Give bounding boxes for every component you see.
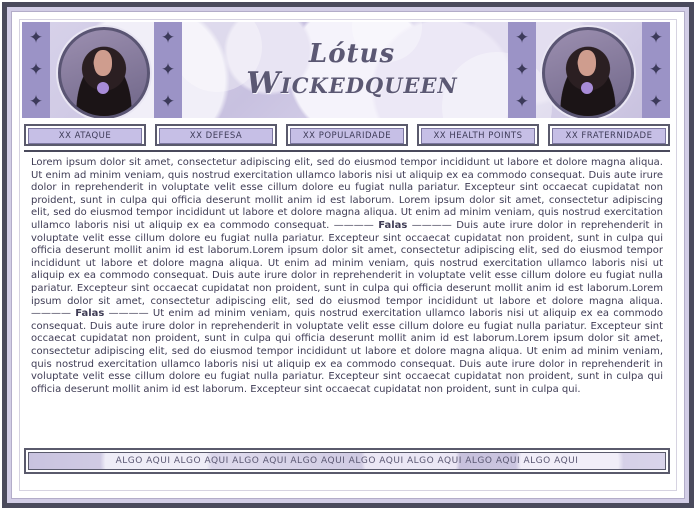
star-icon: ✦	[514, 59, 530, 80]
stat-label: XX HEALTH POINTS	[421, 128, 535, 144]
star-icon: ✦	[648, 91, 664, 112]
falas-label: Falas	[75, 308, 105, 320]
star-icon: ✦	[160, 27, 176, 48]
character-name-title	[242, 40, 462, 100]
star-icon: ✦	[28, 59, 44, 80]
right-star-strip	[642, 22, 670, 118]
left-inner-star-strip	[154, 22, 182, 118]
avatar-left	[58, 27, 150, 118]
footer-text: ALGO AQUI ALGO AQUI ALGO AQUI ALGO AQUI ALGO AQUI ALGO AQUI ALGO AQUI ALGO AQUI	[28, 452, 666, 470]
star-icon: ✦	[28, 27, 44, 48]
star-icon: ✦	[648, 27, 664, 48]
stat-label: XX ATAQUE	[28, 128, 142, 144]
stat-defesa	[155, 124, 277, 146]
paragraph-3: ———— Ut enim ad minim veniam, quis nostrud exercitation ullamco laboris nisi ut aliquip ex ea commodo consequat. Duis aute irure dolor in reprehenderit in voluptate velit esse cillum dolore eu fugiat nulla pariatur. Excepteur sint occaecat cupidatat non proident, sunt in culpa qui officia deserunt mollit anim id est laborum.Lorem ipsum dolor sit amet, consectetur adipiscing elit, sed do eiusmod tempor incididunt ut labore et dolore magna aliqua. Ut enim ad minim veniam, quis nostrud exercitation ullamco laboris nisi ut aliquip ex ea commodo consequat. Duis aute irure dolor in reprehenderit in voluptate velit esse cillum dolore eu fugiat nulla pariatur. Excepteur sint occaecat cupidatat non proident, sunt in culpa qui officia deserunt mollit anim id est laborum. Excepteur sint occaecat cupidatat non proident, sunt in culpa qui.	[31, 308, 663, 395]
stat-fraternidade	[548, 124, 670, 146]
left-star-strip	[22, 22, 50, 118]
stat-label: XX DEFESA	[159, 128, 273, 144]
outer-frame	[2, 2, 694, 508]
stats-bar	[24, 124, 670, 148]
stat-popularidade	[286, 124, 408, 146]
star-icon: ✦	[160, 59, 176, 80]
star-icon: ✦	[514, 91, 530, 112]
frame-border	[7, 7, 689, 503]
post-body	[31, 157, 663, 433]
stat-ataque	[24, 124, 146, 146]
star-icon: ✦	[648, 59, 664, 80]
stat-label: XX FRATERNIDADE	[552, 128, 666, 144]
header-banner	[22, 22, 670, 118]
star-icon: ✦	[514, 27, 530, 48]
title-line-2: Wickedqueen	[246, 66, 458, 101]
stat-label: XX POPULARIDADE	[290, 128, 404, 144]
title-line-1: Lótus	[308, 39, 396, 69]
stat-health-points	[417, 124, 539, 146]
avatar-right	[542, 27, 634, 118]
falas-label: Falas	[378, 219, 408, 231]
star-icon: ✦	[160, 91, 176, 112]
profile-card	[19, 19, 677, 491]
paragraph-2: ———— Duis aute irure dolor in reprehenderit in voluptate velit esse cillum dolore eu fugiat nulla pariatur. Excepteur sint occaecat cupidatat non proident, sunt in culpa qui officia deserunt mollit anim id est laborum.Lorem ipsum dolor sit amet, consectetur adipiscing elit, sed do eiusmod tempor incididunt ut labore et dolore magna aliqua. Ut enim ad minim veniam, quis nostrud exercitation ullamco laboris nisi ut aliquip ex ea commodo consequat. Duis aute irure dolor in reprehenderit in voluptate velit esse cillum dolore eu fugiat nulla pariatur. Excepteur sint occaecat cupidatat non proident, sunt in culpa qui officia deserunt mollit anim id est laborum.Lorem ipsum dolor sit amet, consectetur adipiscing elit, sed do eiusmod tempor incididunt ut labore et dolore magna aliqua. ————	[31, 219, 663, 320]
star-icon: ✦	[28, 91, 44, 112]
inner-frame	[11, 11, 685, 499]
right-inner-star-strip	[508, 22, 536, 118]
paragraph-1: Lorem ipsum dolor sit amet, consectetur adipiscing elit, sed do eiusmod tempor incididunt ut labore et dolore magna aliqua. Ut enim ad minim veniam, quis nostrud exercitation ullamco laboris nisi ut aliquip ex ea commodo consequat. Duis aute irure dolor in reprehenderit in voluptate velit esse cillum dolore eu fugiat nulla pariatur. Excepteur sint occaecat cupidatat non proident, sunt in culpa qui officia deserunt mollit anim id est laborum. Lorem ipsum dolor sit amet, consectetur adipiscing elit, sed do eiusmod tempor incididunt ut labore et dolore magna aliqua. Ut enim ad minim veniam, quis nostrud exercitation ullamco laboris nisi ut aliquip ex ea commodo consequat. ————	[31, 157, 663, 231]
divider	[24, 150, 670, 152]
footer-bar	[24, 448, 670, 474]
